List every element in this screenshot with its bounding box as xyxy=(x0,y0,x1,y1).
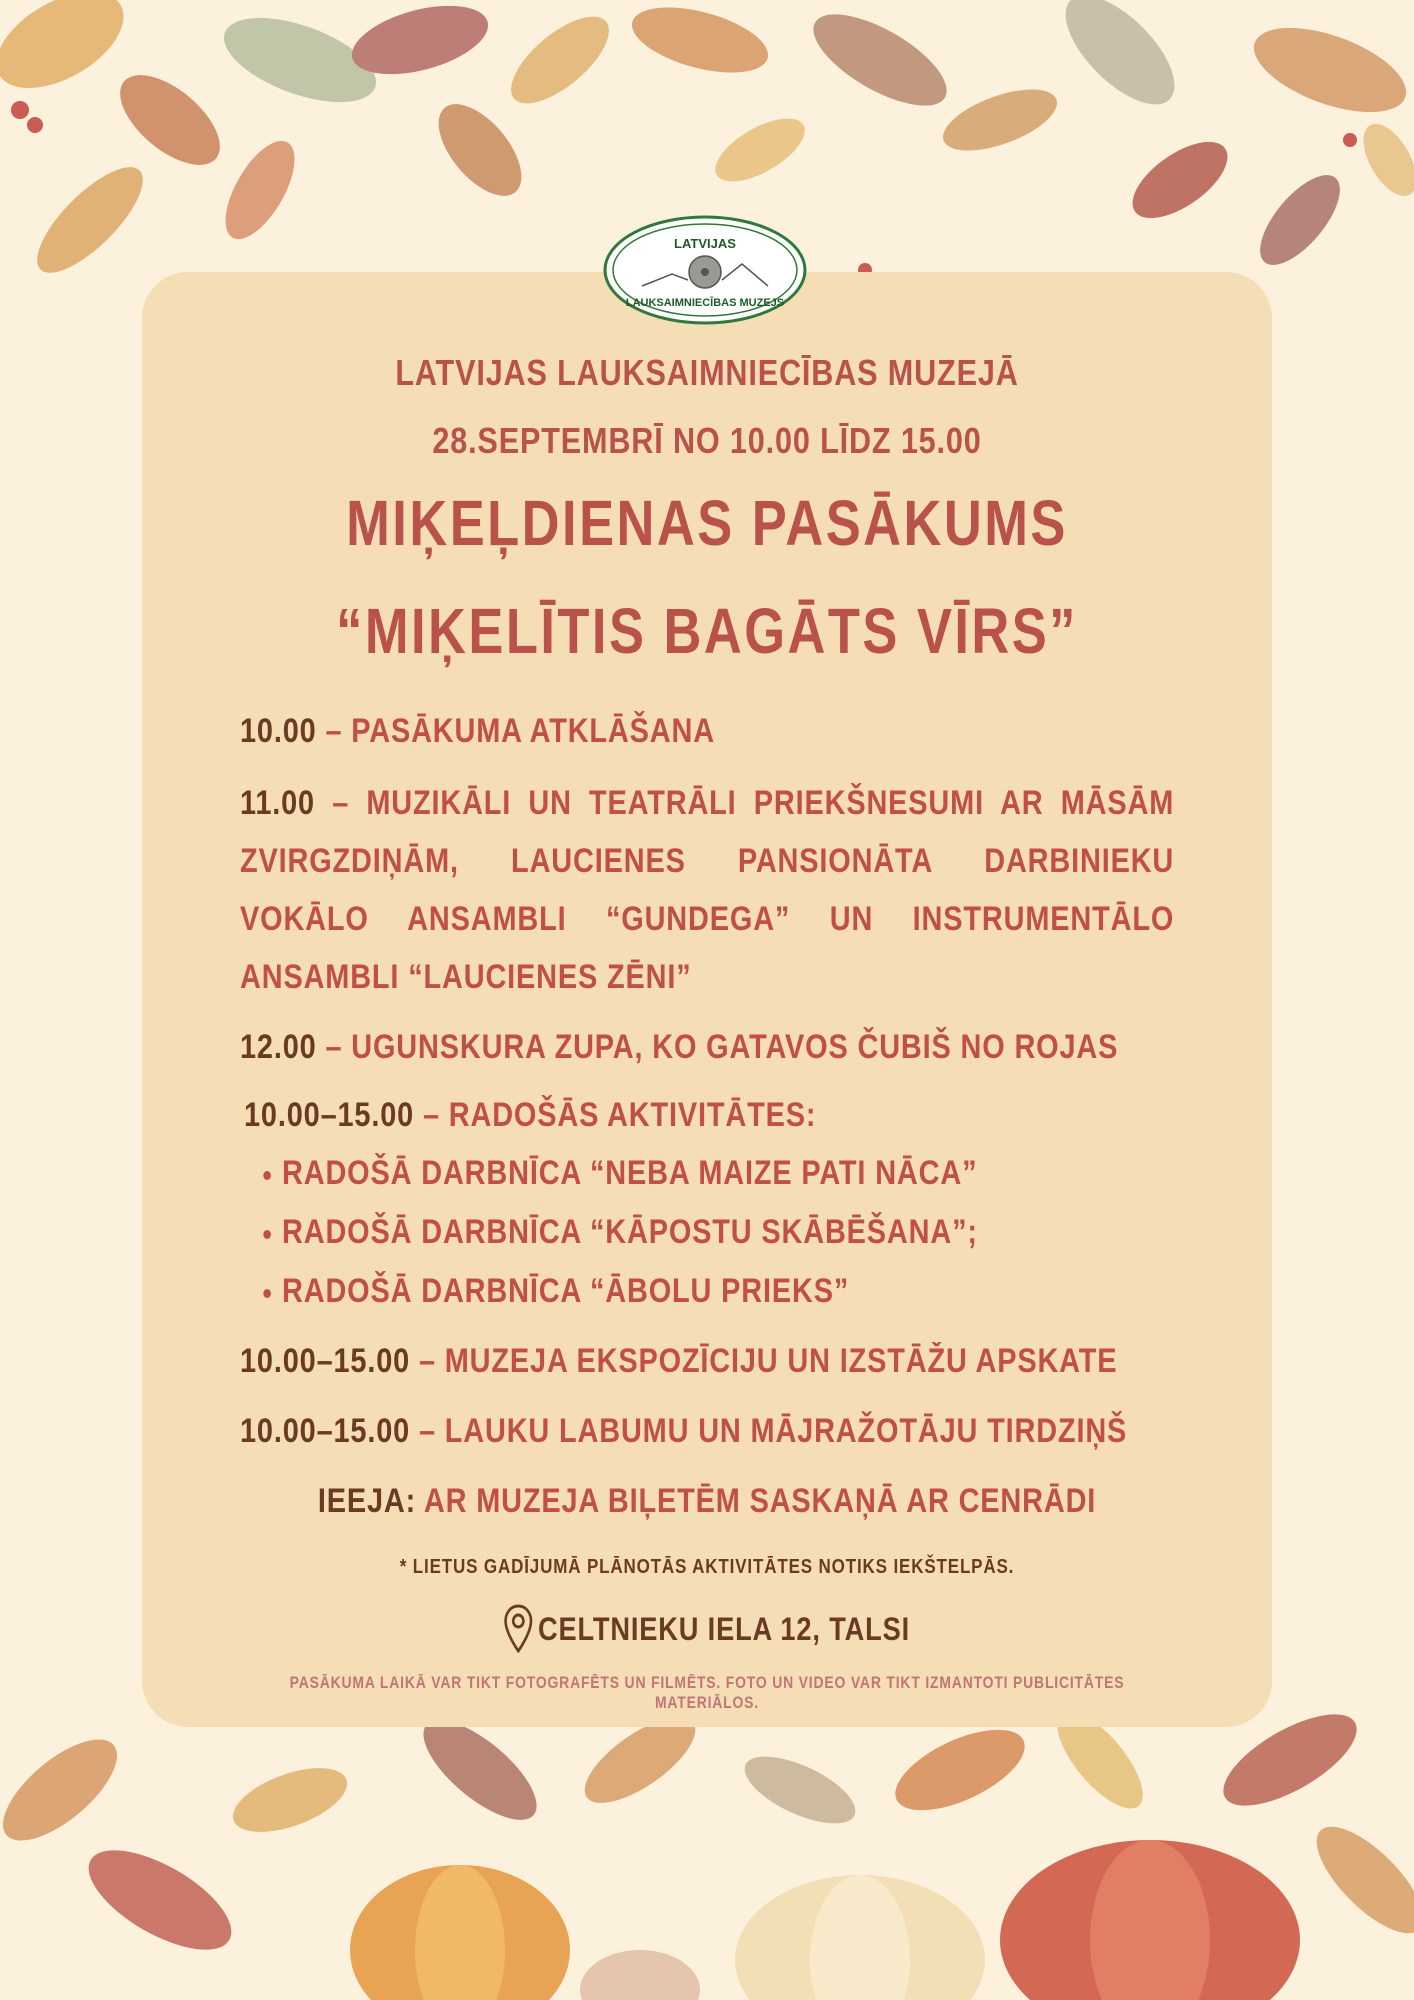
venue: LATVIJAS LAUKSAIMNIECĪBAS MUZEJĀ xyxy=(395,352,1019,393)
activity-item: RADOŠĀ DARBNĪCA “KĀPOSTU SKĀBĒŠANA”; xyxy=(282,1213,978,1251)
logo-bottom-text: LAUKSAIMNIECĪBAS MUZEJS xyxy=(625,297,785,309)
event-subtitle: “MIĶELĪTIS BAGĀTS VĪRS” xyxy=(336,595,1078,667)
program-time: 10.00–15.00 xyxy=(240,1412,411,1450)
program-time: 10.00–15.00 xyxy=(244,1096,415,1134)
program-text: – PASĀKUMA ATKLĀŠANA xyxy=(316,712,715,750)
program-text: – RADOŠĀS AKTIVITĀTES: xyxy=(414,1096,817,1134)
address xyxy=(227,1604,1188,1654)
program-item xyxy=(244,1096,1038,1135)
program-time: 10.00 xyxy=(240,712,317,750)
rain-note: * LIETUS GADĪJUMĀ PLĀNOTĀS AKTIVITĀTES NOTIKS IEKŠTELPĀS. xyxy=(399,1556,1015,1578)
program-item xyxy=(240,1342,1118,1381)
activity-item: RADOŠĀ DARBNĪCA “NEBA MAIZE PATI NĀCA” xyxy=(282,1154,978,1192)
program-time: 12.00 xyxy=(240,1028,317,1066)
address-text: CELTNIEKU IELA 12, TALSI xyxy=(537,1610,911,1647)
program-text: – MUZIKĀLI UN TEATRĀLI PRIEKŠNESUMI AR MĀSĀM ZVIRGZDIŅĀM, LAUCIENES PANSIONĀTA DARBINIEKU VOKĀLO ANSAMBLI “GUNDEGA” UN INSTRUMENTĀLO ANSAMBLI “LAUCIENES ZĒNI” xyxy=(240,784,1175,996)
museum-logo xyxy=(602,214,808,326)
entry-label: IEEJA: xyxy=(317,1482,417,1520)
entry-text: AR MUZEJA BIĻETĒM SASKAŅĀ AR CENRĀDI xyxy=(416,1482,1097,1520)
location-pin-icon xyxy=(504,1604,533,1654)
program-item xyxy=(240,712,1034,751)
program-item xyxy=(240,1412,1128,1451)
logo-top-text: LATVIJAS xyxy=(674,236,736,251)
program-text: – UGUNSKURA ZUPA, KO GATAVOS ČUBIŠ NO ROJAS xyxy=(316,1028,1119,1066)
activity-item: RADOŠĀ DARBNĪCA “ĀBOLU PRIEKS” xyxy=(282,1272,850,1310)
program-text: – LAUKU LABUMU UN MĀJRAŽOTĀJU TIRDZIŅŠ xyxy=(410,1412,1128,1450)
program-item xyxy=(240,1028,1119,1067)
program-item xyxy=(240,774,1174,1006)
event-title: MIĶEĻDIENAS PASĀKUMS xyxy=(346,487,1068,559)
program-time: 11.00 xyxy=(240,784,315,822)
program-text: – MUZEJA EKSPOZĪCIJU UN IZSTĀŽU APSKATE xyxy=(410,1342,1118,1380)
bottom-leaves-pumpkins xyxy=(0,1697,1414,2000)
entry-info xyxy=(227,1482,1188,1521)
program-time: 10.00–15.00 xyxy=(240,1342,411,1380)
event-date-time: 28.SEPTEMBRĪ NO 10.00 LĪDZ 15.00 xyxy=(432,420,982,461)
photo-disclaimer: PASĀKUMA LAIKĀ VAR TIKT FOTOGRAFĒTS UN FILMĒTS. FOTO UN VIDEO VAR TIKT IZMANTOTI PUBLICITĀTES MATERIĀLOS. xyxy=(289,1673,1125,1712)
